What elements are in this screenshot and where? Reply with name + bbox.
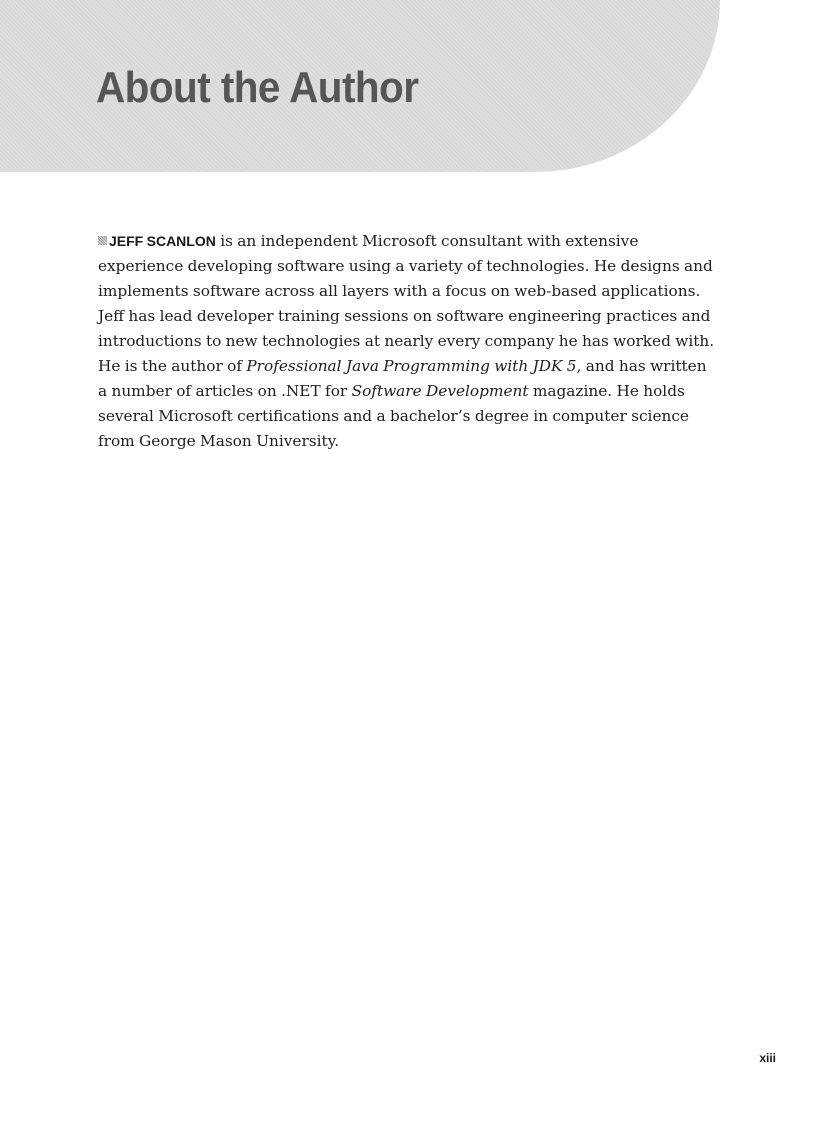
author-name: JEFF SCANLON [109, 233, 216, 249]
author-bio [98, 229, 716, 454]
bio-text-end: magazine. He holds several Microsoft certifications and a bachelor’s degree in computer science from George Mason University. [98, 382, 689, 450]
page-number: xiii [759, 1051, 776, 1065]
book-title: Professional Java Programming with JDK 5 [246, 357, 577, 375]
page-title: About the Author [96, 63, 419, 112]
bio-text-middle: , and has written a number of articles on .NET for [98, 357, 707, 400]
bio-text-intro: is an independent Microsoft consultant with extensive experience developing software using a variety of technologies. He designs and implements software across all layers with a focus on web-based applications. Jeff has lead developer training sessions on software engineering practices and introductions to new technologies at nearly every company he has worked with. He is the author of [98, 232, 715, 375]
magazine-title: Software Development [351, 382, 529, 400]
bullet-marker-icon [98, 236, 107, 245]
